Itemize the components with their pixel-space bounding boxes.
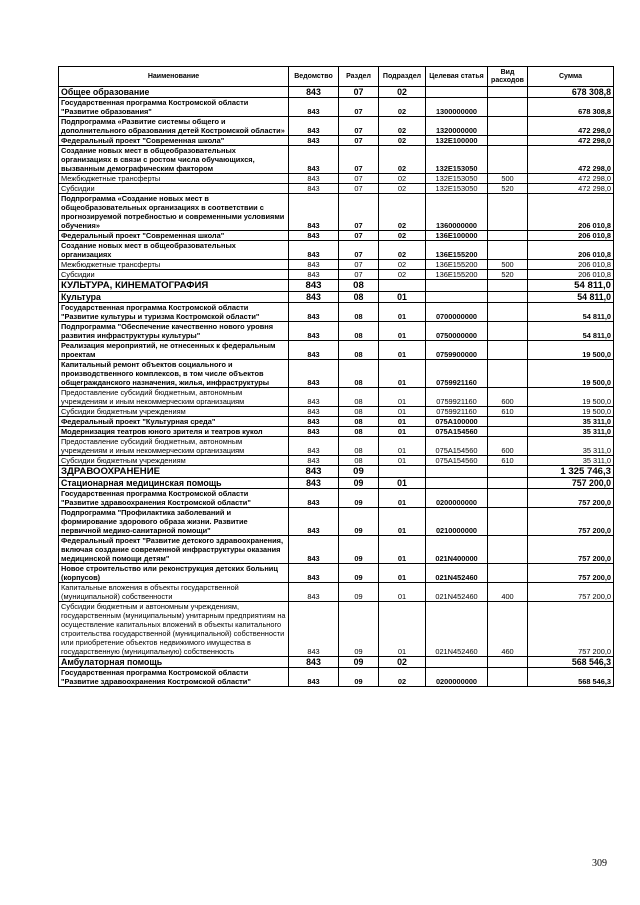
target-item-cell: 132E153050 xyxy=(426,174,488,184)
department-cell: 843 xyxy=(289,583,339,602)
department-cell: 843 xyxy=(289,489,339,508)
name-cell: Федеральный проект "Развитие детского здравоохранения, включая создание современной инфраструктуры оказания медицинской помощи детям" xyxy=(59,536,289,564)
target-item-cell: 1300000000 xyxy=(426,98,488,117)
section-cell: 09 xyxy=(339,478,379,489)
name-cell: Предоставление субсидий бюджетным, автономным учреждениям и иным некоммерческим организациям xyxy=(59,437,289,456)
department-cell: 843 xyxy=(289,98,339,117)
department-cell: 843 xyxy=(289,280,339,292)
expense-type-cell xyxy=(488,194,528,231)
name-cell: Подпрограмма "Профилактика заболеваний и формирование здорового образа жизни. Развитие первичной медико-санитарной помощи" xyxy=(59,508,289,536)
name-cell: Модернизация театров юного зрителя и театров кукол xyxy=(59,427,289,437)
table-row xyxy=(59,564,614,583)
department-cell: 843 xyxy=(289,87,339,98)
subsection-cell: 01 xyxy=(379,508,426,536)
department-cell: 843 xyxy=(289,602,339,657)
subsection-cell: 02 xyxy=(379,668,426,687)
amount-cell: 678 308,8 xyxy=(528,87,614,98)
department-cell: 843 xyxy=(289,270,339,280)
section-cell: 07 xyxy=(339,146,379,174)
subsection-cell: 01 xyxy=(379,456,426,466)
subsection-cell: 02 xyxy=(379,231,426,241)
target-item-cell: 0210000000 xyxy=(426,508,488,536)
department-cell: 843 xyxy=(289,231,339,241)
expense-type-cell xyxy=(488,360,528,388)
amount-cell: 757 200,0 xyxy=(528,583,614,602)
section-cell: 09 xyxy=(339,466,379,478)
department-cell: 843 xyxy=(289,146,339,174)
table-row xyxy=(59,98,614,117)
name-cell: Межбюджетные трансферты xyxy=(59,174,289,184)
subsection-cell: 01 xyxy=(379,564,426,583)
section-cell: 09 xyxy=(339,564,379,583)
subsection-cell xyxy=(379,466,426,478)
table-row xyxy=(59,231,614,241)
table-row xyxy=(59,341,614,360)
section-cell: 08 xyxy=(339,417,379,427)
name-cell: Создание новых мест в общеобразовательных организациях в связи с ростом числа обучающихся, вызванным демографическим фактором xyxy=(59,146,289,174)
amount-cell: 54 811,0 xyxy=(528,292,614,303)
name-cell: Государственная программа Костромской области "Развитие здравоохранения Костромской области" xyxy=(59,668,289,687)
target-item-cell: 0759921160 xyxy=(426,407,488,417)
section-cell: 07 xyxy=(339,98,379,117)
name-cell: Субсидии бюджетным учреждениям xyxy=(59,456,289,466)
amount-cell: 54 811,0 xyxy=(528,322,614,341)
department-cell: 843 xyxy=(289,427,339,437)
name-cell: Субсидии xyxy=(59,184,289,194)
target-item-cell: 0759900000 xyxy=(426,341,488,360)
subsection-cell: 01 xyxy=(379,407,426,417)
expense-type-cell xyxy=(488,536,528,564)
table-row xyxy=(59,184,614,194)
table-row xyxy=(59,489,614,508)
amount-cell: 35 311,0 xyxy=(528,417,614,427)
amount-cell: 472 298,0 xyxy=(528,136,614,146)
amount-cell: 19 500,0 xyxy=(528,388,614,407)
department-cell: 843 xyxy=(289,136,339,146)
table-row xyxy=(59,241,614,260)
section-cell: 07 xyxy=(339,270,379,280)
column-header-subsection: Подраздел xyxy=(379,67,426,87)
target-item-cell: 0700000000 xyxy=(426,303,488,322)
amount-cell: 206 010,8 xyxy=(528,270,614,280)
table-row xyxy=(59,668,614,687)
subsection-cell: 02 xyxy=(379,146,426,174)
name-cell: Подпрограмма «Развитие системы общего и дополнительного образования детей Костромской области» xyxy=(59,117,289,136)
name-cell: Общее образование xyxy=(59,87,289,98)
amount-cell: 19 500,0 xyxy=(528,360,614,388)
subsection-cell: 01 xyxy=(379,417,426,427)
subsection-cell: 01 xyxy=(379,292,426,303)
table-row xyxy=(59,260,614,270)
expense-type-cell xyxy=(488,231,528,241)
name-cell: Федеральный проект "Современная школа" xyxy=(59,136,289,146)
expense-type-cell xyxy=(488,136,528,146)
expense-type-cell xyxy=(488,668,528,687)
expense-type-cell: 610 xyxy=(488,456,528,466)
expense-type-cell: 500 xyxy=(488,174,528,184)
section-cell: 09 xyxy=(339,657,379,668)
amount-cell: 568 546,3 xyxy=(528,657,614,668)
subsection-cell: 01 xyxy=(379,322,426,341)
budget-table xyxy=(58,66,614,687)
table-row xyxy=(59,602,614,657)
table-row xyxy=(59,478,614,489)
name-cell: Федеральный проект "Культурная среда" xyxy=(59,417,289,427)
table-row xyxy=(59,427,614,437)
expense-type-cell: 600 xyxy=(488,437,528,456)
table-row xyxy=(59,456,614,466)
name-cell: Культура xyxy=(59,292,289,303)
target-item-cell: 021N452460 xyxy=(426,602,488,657)
department-cell: 843 xyxy=(289,360,339,388)
amount-cell: 35 311,0 xyxy=(528,437,614,456)
amount-cell: 472 298,0 xyxy=(528,184,614,194)
department-cell: 843 xyxy=(289,241,339,260)
name-cell: Межбюджетные трансферты xyxy=(59,260,289,270)
column-header-department: Ведомство xyxy=(289,67,339,87)
department-cell: 843 xyxy=(289,478,339,489)
subsection-cell: 02 xyxy=(379,87,426,98)
department-cell: 843 xyxy=(289,657,339,668)
section-cell: 08 xyxy=(339,437,379,456)
amount-cell: 678 308,8 xyxy=(528,98,614,117)
target-item-cell: 075A154560 xyxy=(426,456,488,466)
amount-cell: 206 010,8 xyxy=(528,231,614,241)
target-item-cell xyxy=(426,292,488,303)
subsection-cell: 02 xyxy=(379,136,426,146)
name-cell: Стационарная медицинская помощь xyxy=(59,478,289,489)
department-cell: 843 xyxy=(289,536,339,564)
subsection-cell: 02 xyxy=(379,194,426,231)
subsection-cell: 02 xyxy=(379,657,426,668)
amount-cell: 54 811,0 xyxy=(528,303,614,322)
target-item-cell: 136E100000 xyxy=(426,231,488,241)
section-cell: 09 xyxy=(339,508,379,536)
section-cell: 08 xyxy=(339,427,379,437)
section-cell: 08 xyxy=(339,280,379,292)
name-cell: КУЛЬТУРА, КИНЕМАТОГРАФИЯ xyxy=(59,280,289,292)
subsection-cell: 02 xyxy=(379,260,426,270)
department-cell: 843 xyxy=(289,437,339,456)
amount-cell: 206 010,8 xyxy=(528,241,614,260)
amount-cell: 19 500,0 xyxy=(528,341,614,360)
name-cell: Субсидии xyxy=(59,270,289,280)
section-cell: 09 xyxy=(339,489,379,508)
amount-cell: 757 200,0 xyxy=(528,536,614,564)
subsection-cell: 01 xyxy=(379,360,426,388)
amount-cell: 757 200,0 xyxy=(528,602,614,657)
subsection-cell: 02 xyxy=(379,184,426,194)
subsection-cell: 01 xyxy=(379,583,426,602)
target-item-cell: 132E153050 xyxy=(426,146,488,174)
table-row xyxy=(59,417,614,427)
target-item-cell xyxy=(426,478,488,489)
department-cell: 843 xyxy=(289,322,339,341)
expense-type-cell xyxy=(488,478,528,489)
table-row xyxy=(59,322,614,341)
name-cell: Федеральный проект "Современная школа" xyxy=(59,231,289,241)
expense-type-cell xyxy=(488,87,528,98)
target-item-cell: 136E155200 xyxy=(426,260,488,270)
name-cell: Подпрограмма "Обеспечение качественно нового уровня развития инфраструктуры культуры" xyxy=(59,322,289,341)
subsection-cell: 02 xyxy=(379,270,426,280)
department-cell: 843 xyxy=(289,668,339,687)
table-row xyxy=(59,174,614,184)
subsection-cell: 01 xyxy=(379,489,426,508)
amount-cell: 757 200,0 xyxy=(528,564,614,583)
section-cell: 08 xyxy=(339,341,379,360)
department-cell: 843 xyxy=(289,260,339,270)
name-cell: Подпрограмма «Создание новых мест в общеобразовательных организациях в соответствии с прогнозируемой потребностью и современными условиями обучения» xyxy=(59,194,289,231)
section-cell: 07 xyxy=(339,184,379,194)
subsection-cell: 01 xyxy=(379,303,426,322)
subsection-cell: 02 xyxy=(379,241,426,260)
department-cell: 843 xyxy=(289,564,339,583)
subsection-cell: 01 xyxy=(379,437,426,456)
section-cell: 08 xyxy=(339,322,379,341)
target-item-cell: 075A100000 xyxy=(426,417,488,427)
column-header-expense-type: Вид расходов xyxy=(488,67,528,87)
target-item-cell xyxy=(426,466,488,478)
target-item-cell: 1320000000 xyxy=(426,117,488,136)
section-cell: 09 xyxy=(339,602,379,657)
section-cell: 09 xyxy=(339,536,379,564)
table-row xyxy=(59,508,614,536)
subsection-cell: 01 xyxy=(379,602,426,657)
expense-type-cell xyxy=(488,417,528,427)
amount-cell: 472 298,0 xyxy=(528,174,614,184)
amount-cell: 35 311,0 xyxy=(528,427,614,437)
section-cell: 08 xyxy=(339,407,379,417)
expense-type-cell xyxy=(488,146,528,174)
table-row xyxy=(59,536,614,564)
section-cell: 08 xyxy=(339,388,379,407)
department-cell: 843 xyxy=(289,292,339,303)
expense-type-cell xyxy=(488,303,528,322)
section-cell: 07 xyxy=(339,174,379,184)
amount-cell: 19 500,0 xyxy=(528,407,614,417)
department-cell: 843 xyxy=(289,417,339,427)
expense-type-cell: 520 xyxy=(488,184,528,194)
target-item-cell xyxy=(426,280,488,292)
section-cell: 07 xyxy=(339,136,379,146)
page-number: 309 xyxy=(592,858,607,869)
subsection-cell: 01 xyxy=(379,536,426,564)
target-item-cell: 136E155200 xyxy=(426,241,488,260)
department-cell: 843 xyxy=(289,466,339,478)
amount-cell: 757 200,0 xyxy=(528,489,614,508)
amount-cell: 1 325 746,3 xyxy=(528,466,614,478)
department-cell: 843 xyxy=(289,388,339,407)
expense-type-cell: 460 xyxy=(488,602,528,657)
subsection-cell: 01 xyxy=(379,341,426,360)
department-cell: 843 xyxy=(289,303,339,322)
amount-cell: 206 010,8 xyxy=(528,260,614,270)
section-cell: 07 xyxy=(339,194,379,231)
table-row xyxy=(59,292,614,303)
amount-cell: 472 298,0 xyxy=(528,146,614,174)
department-cell: 843 xyxy=(289,508,339,536)
subsection-cell: 01 xyxy=(379,388,426,407)
table-row xyxy=(59,388,614,407)
name-cell: Реализация мероприятий, не отнесенных к федеральным проектам xyxy=(59,341,289,360)
table-row xyxy=(59,146,614,174)
expense-type-cell xyxy=(488,241,528,260)
expense-type-cell xyxy=(488,341,528,360)
table-row xyxy=(59,270,614,280)
target-item-cell: 132E153050 xyxy=(426,184,488,194)
target-item-cell: 0750000000 xyxy=(426,322,488,341)
target-item-cell: 021N452460 xyxy=(426,564,488,583)
expense-type-cell xyxy=(488,322,528,341)
section-cell: 09 xyxy=(339,668,379,687)
subsection-cell: 02 xyxy=(379,117,426,136)
section-cell: 08 xyxy=(339,303,379,322)
column-header-name: Наименование xyxy=(59,67,289,87)
amount-cell: 206 010,8 xyxy=(528,194,614,231)
expense-type-cell: 600 xyxy=(488,388,528,407)
target-item-cell xyxy=(426,657,488,668)
expense-type-cell xyxy=(488,280,528,292)
target-item-cell: 021N400000 xyxy=(426,536,488,564)
section-cell: 07 xyxy=(339,260,379,270)
target-item-cell: 0200000000 xyxy=(426,489,488,508)
expense-type-cell: 500 xyxy=(488,260,528,270)
column-header-amount: Сумма xyxy=(528,67,614,87)
department-cell: 843 xyxy=(289,174,339,184)
department-cell: 843 xyxy=(289,117,339,136)
name-cell: ЗДРАВООХРАНЕНИЕ xyxy=(59,466,289,478)
section-cell: 08 xyxy=(339,360,379,388)
section-cell: 07 xyxy=(339,241,379,260)
amount-cell: 568 546,3 xyxy=(528,668,614,687)
expense-type-cell xyxy=(488,292,528,303)
expense-type-cell xyxy=(488,466,528,478)
target-item-cell: 075A154560 xyxy=(426,427,488,437)
subsection-cell: 02 xyxy=(379,98,426,117)
expense-type-cell xyxy=(488,427,528,437)
name-cell: Государственная программа Костромской области "Развитие здравоохранения Костромской области" xyxy=(59,489,289,508)
table-row xyxy=(59,280,614,292)
target-item-cell: 075A154560 xyxy=(426,437,488,456)
department-cell: 843 xyxy=(289,407,339,417)
table-row xyxy=(59,407,614,417)
target-item-cell: 021N452460 xyxy=(426,583,488,602)
name-cell: Амбулаторная помощь xyxy=(59,657,289,668)
target-item-cell xyxy=(426,87,488,98)
target-item-cell: 132E100000 xyxy=(426,136,488,146)
table-row xyxy=(59,194,614,231)
name-cell: Новое строительство или реконструкция детских больниц (корпусов) xyxy=(59,564,289,583)
column-header-section: Раздел xyxy=(339,67,379,87)
amount-cell: 757 200,0 xyxy=(528,478,614,489)
subsection-cell: 01 xyxy=(379,478,426,489)
expense-type-cell xyxy=(488,508,528,536)
amount-cell: 35 311,0 xyxy=(528,456,614,466)
expense-type-cell xyxy=(488,489,528,508)
department-cell: 843 xyxy=(289,456,339,466)
expense-type-cell xyxy=(488,657,528,668)
expense-type-cell xyxy=(488,117,528,136)
department-cell: 843 xyxy=(289,341,339,360)
name-cell: Государственная программа Костромской области "Развитие образования" xyxy=(59,98,289,117)
name-cell: Создание новых мест в общеобразовательных организациях xyxy=(59,241,289,260)
column-header-target-item: Целевая статья xyxy=(426,67,488,87)
name-cell: Субсидии бюджетным учреждениям xyxy=(59,407,289,417)
expense-type-cell: 610 xyxy=(488,407,528,417)
expense-type-cell xyxy=(488,564,528,583)
expense-type-cell: 520 xyxy=(488,270,528,280)
table-row xyxy=(59,303,614,322)
name-cell: Государственная программа Костромской области "Развитие культуры и туризма Костромской области" xyxy=(59,303,289,322)
department-cell: 843 xyxy=(289,194,339,231)
table-row xyxy=(59,657,614,668)
table-row xyxy=(59,466,614,478)
target-item-cell: 0200000000 xyxy=(426,668,488,687)
department-cell: 843 xyxy=(289,184,339,194)
amount-cell: 757 200,0 xyxy=(528,508,614,536)
target-item-cell: 0759921160 xyxy=(426,360,488,388)
target-item-cell: 1360000000 xyxy=(426,194,488,231)
target-item-cell: 0759921160 xyxy=(426,388,488,407)
target-item-cell: 136E155200 xyxy=(426,270,488,280)
table-row xyxy=(59,583,614,602)
table-row xyxy=(59,360,614,388)
table-header-row xyxy=(59,67,614,87)
table-row xyxy=(59,87,614,98)
section-cell: 09 xyxy=(339,583,379,602)
name-cell: Субсидии бюджетным и автономным учреждениям, государственным (муниципальным) унитарным предприятиям на осуществление капитальных вложений в объекты капитального строительства государственной (муниципальной) собственности или приобретение объектов недвижимого имущества в государственную (муниципальную) собственность xyxy=(59,602,289,657)
section-cell: 07 xyxy=(339,117,379,136)
expense-type-cell: 400 xyxy=(488,583,528,602)
section-cell: 08 xyxy=(339,292,379,303)
subsection-cell: 01 xyxy=(379,427,426,437)
section-cell: 07 xyxy=(339,87,379,98)
expense-type-cell xyxy=(488,98,528,117)
amount-cell: 54 811,0 xyxy=(528,280,614,292)
table-row xyxy=(59,136,614,146)
subsection-cell: 02 xyxy=(379,174,426,184)
section-cell: 07 xyxy=(339,231,379,241)
name-cell: Капитальные вложения в объекты государственной (муниципальной) собственности xyxy=(59,583,289,602)
name-cell: Предоставление субсидий бюджетным, автономным учреждениям и иным некоммерческим организациям xyxy=(59,388,289,407)
subsection-cell xyxy=(379,280,426,292)
name-cell: Капитальный ремонт объектов социального и производственного комплексов, в том числе объектов общегражданского назначения, жилья, инфраструктуры xyxy=(59,360,289,388)
amount-cell: 472 298,0 xyxy=(528,117,614,136)
table-row xyxy=(59,437,614,456)
section-cell: 08 xyxy=(339,456,379,466)
table-row xyxy=(59,117,614,136)
table-body xyxy=(59,87,614,687)
